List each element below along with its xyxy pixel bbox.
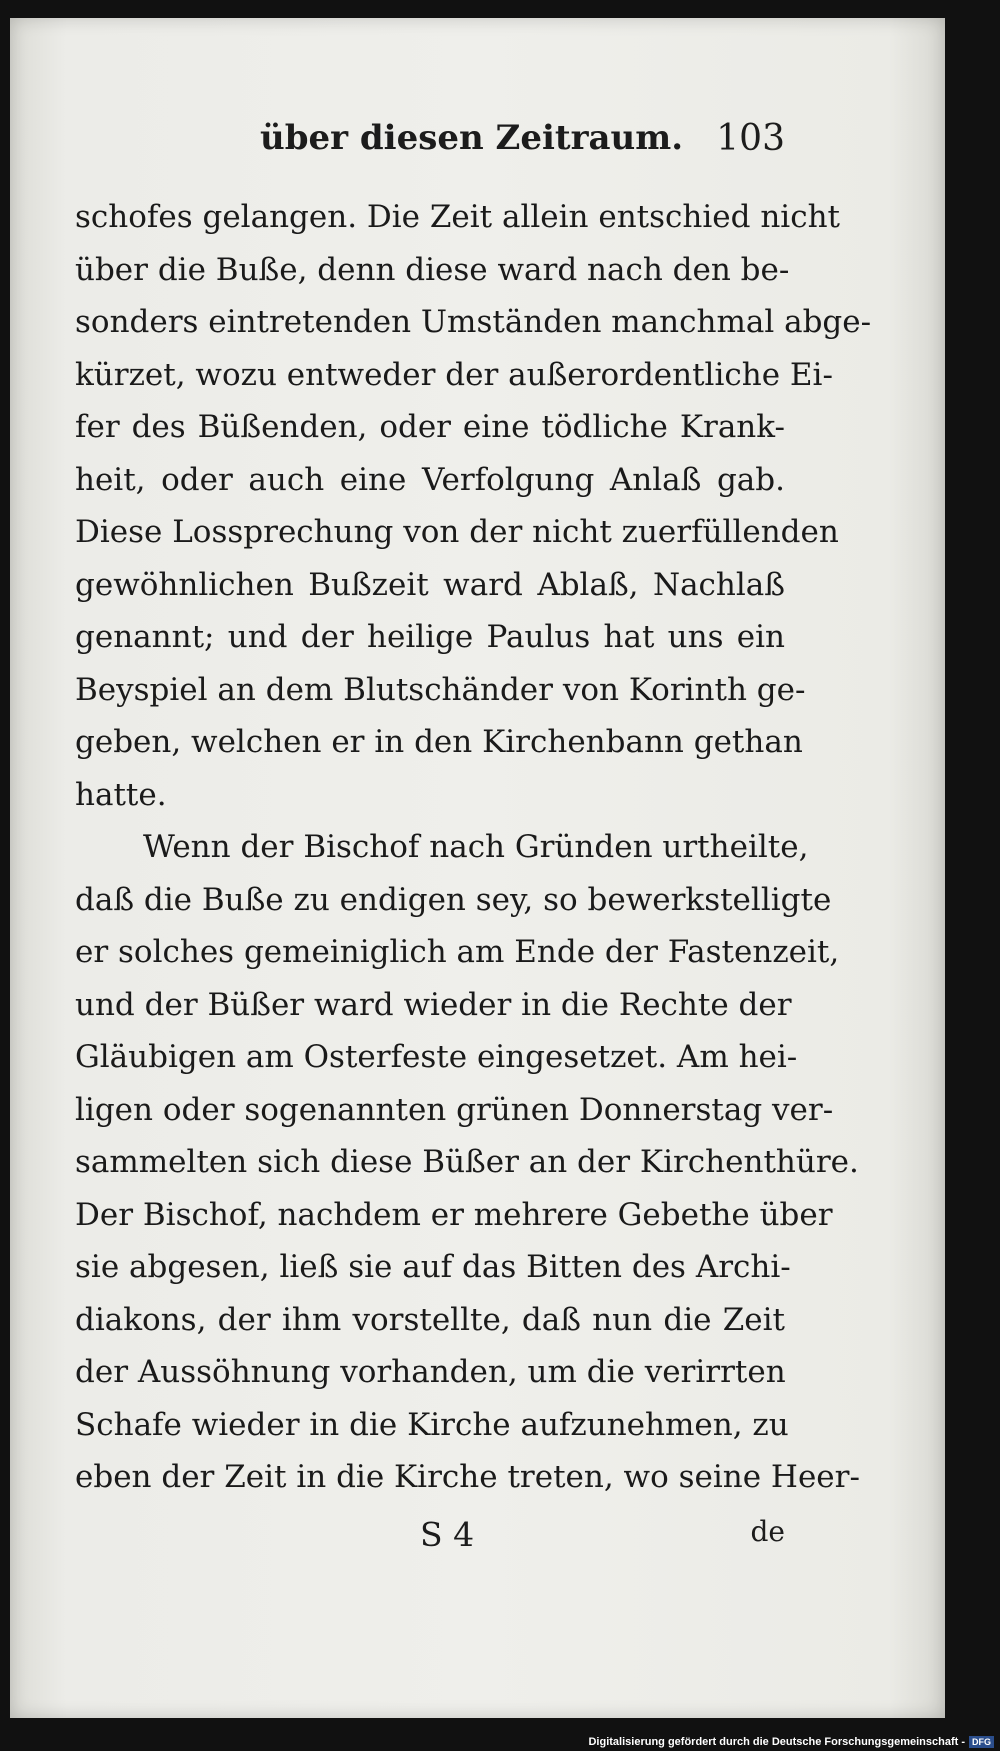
signature-mark: S 4 [420,1515,475,1554]
text-line: Gläubigen am Osterfeste eingesetzet. Am hei- [75,1039,798,1075]
text-line: heit, oder auch eine Verfolgung Anlaß gab. [75,461,785,498]
text-line: ligen oder sogenannten grünen Donnerstag ver- [75,1091,834,1128]
credit-text: Digitalisierung gefördert durch die Deutsche Forschungsgemeinschaft - [588,1736,965,1748]
catchword: de [750,1515,785,1548]
text-line: hatte. [75,776,167,813]
text-line: fer des Büßenden, oder eine tödliche Krank- [75,409,785,445]
digitization-credit [588,1735,994,1749]
text-line: kürzet, wozu entweder der außerordentliche Ei- [75,356,833,393]
text-line: Der Bischof, nachdem er mehrere Gebethe über [75,1196,833,1233]
text-line: schofes gelangen. Die Zeit allein entschied nicht [75,199,840,235]
page-footer [75,1515,785,1565]
text-line: Diese Lossprechung von der nicht zuerfüllenden [75,514,839,550]
text-line: er solches gemeiniglich am Ende der Fastenzeit, [75,934,840,970]
text-line: der Aussöhnung vorhanden, um die verirrten [75,1354,786,1390]
text-line: Beyspiel an dem Blutschänder von Korinth ge- [75,671,806,708]
text-line: genannt; und der heilige Paulus hat uns ein [75,619,785,655]
page-header [260,118,785,166]
text-line: sonders eintretenden Umständen manchmal abge- [75,304,872,340]
text-line: Schafe wieder in die Kirche aufzunehmen, zu [75,1406,789,1443]
text-line: diakons, der ihm vorstellte, daß nun die Zeit [75,1301,785,1338]
text-line: daß die Buße zu endigen sey, so bewerkstelligte [75,881,832,918]
dfg-logo: DFG [969,1736,994,1748]
text-line: eben der Zeit in die Kirche treten, wo seine Heer- [75,1459,860,1495]
running-head: über diesen Zeitraum. [260,118,684,158]
page-number: 103 [716,118,785,159]
text-line: und der Büßer ward wieder in die Rechte der [75,986,792,1023]
text-line: geben, welchen er in den Kirchenbann gethan [75,724,803,760]
text-line: Wenn der Bischof nach Gründen urtheilte, [143,829,809,865]
text-line: sie abgesen, ließ sie auf das Bitten des Archi- [75,1249,791,1285]
text-line: sammelten sich diese Büßer an der Kirchenthüre. [75,1144,859,1180]
text-line: über die Buße, denn diese ward nach den be- [75,251,790,288]
book-page [10,18,945,1718]
body-text [75,191,872,1504]
text-line: gewöhnlichen Bußzeit ward Ablaß, Nachlaß [75,566,785,603]
